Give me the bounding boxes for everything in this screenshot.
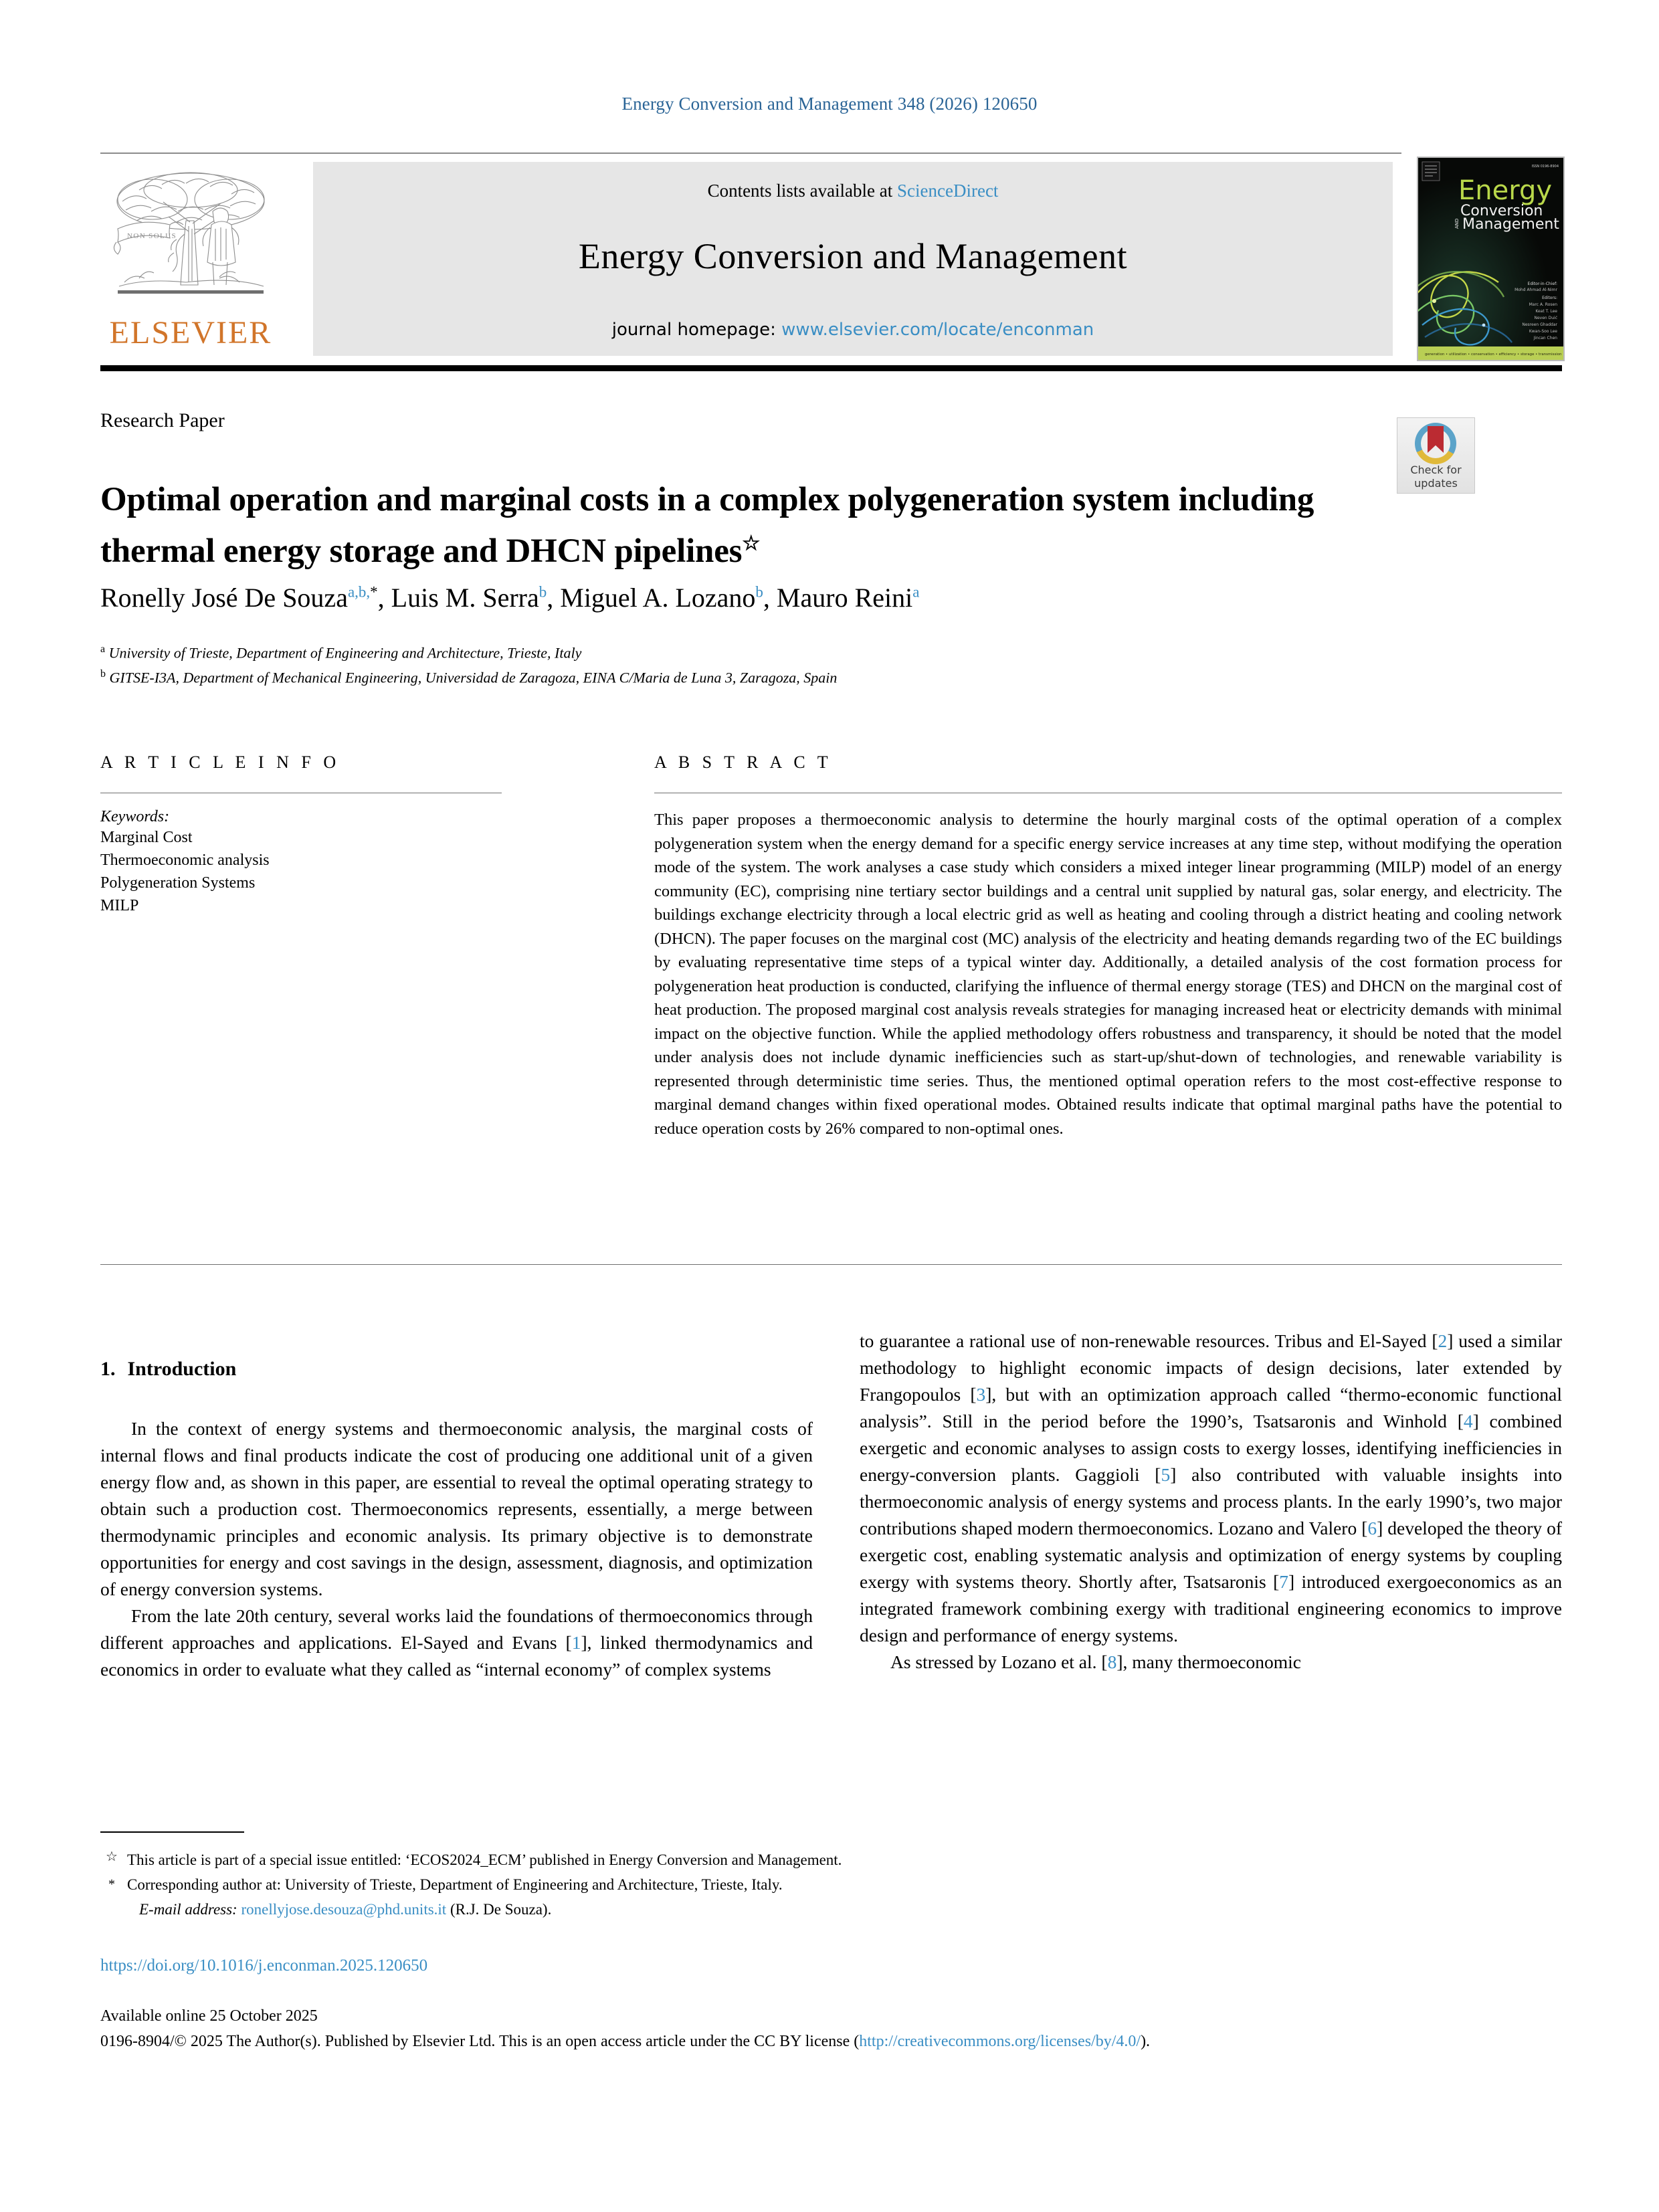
crossmark-label xyxy=(1397,464,1474,490)
citation-ref-4[interactable]: 4 xyxy=(1463,1411,1473,1431)
masthead-top-rule xyxy=(100,153,1401,154)
affiliation-mark: b xyxy=(100,668,106,680)
journal-masthead xyxy=(100,153,1562,367)
copyright-line xyxy=(100,2029,1572,2054)
page-title xyxy=(100,478,1378,573)
footnote-star-mark: ☆ xyxy=(106,1849,118,1864)
email-link[interactable]: ronellyjose.desouza@phd.units.it xyxy=(241,1901,447,1918)
intro-p3-part-c: ], but with an optimization approach called “thermo-economic functional analysis”. Still in the period before the 1990’s, Tsatsaronis and Winhold [ xyxy=(860,1384,1562,1431)
abstract-text: This paper proposes a thermoeconomic analysis to determine the hourly marginal costs of the optimal operation of a complex polygeneration system when the energy demand for a specific energy service increases at any time step, without modifying the operation mode of the system. The work analyses a case study which considers a mixed integer linear programming (MILP) model of an energy community (EC), comprising nine tertiary sector buildings and a central unit supplied by natural gas, solar energy, and electricity. The buildings exchange electricity through a local electric grid as well as heating and cooling through a district heating and cooling network (DHCN). The paper focuses on the marginal cost (MC) analysis of the electricity and heating demands regarding two of the EC buildings by evaluating representative time steps of a typical winter day. Additionally, a detailed analysis of the cost formation process for polygeneration heat production is conducted, clarifying the influence of thermal energy storage (TES) and DHCN on the marginal cost of heat production. The proposed marginal cost analysis reveals strategies for managing increased heat or electricity demands with minimal impact on the objective function. While the applied methodology offers robustness and transparency, it should be noted that the model under analysis does not include dynamic inefficiencies such as start-up/shut-down of technologies, and renewable variability is represented through deterministic time series. Thus, the mentioned optimal operation refers to the most cost-effective response to marginal demand changes within fixed operational modes. Obtained results indicate that optimal marginal paths have the potential to reduce operation costs by 26% compared to non-optimal ones. xyxy=(654,811,1562,1138)
running-head: Energy Conversion and Management 348 (2026) 120650 xyxy=(621,94,1038,114)
article-info-heading: A R T I C L E I N F O xyxy=(100,752,340,772)
keyword-item: Polygeneration Systems xyxy=(100,874,256,892)
journal-homepage-line xyxy=(313,320,1393,340)
affiliation-text: University of Trieste, Department of Engineering and Architecture, Trieste, Italy xyxy=(108,644,582,662)
intro-p2-part-b: ], linked thermodynamics and economics in order to evaluate what they called as “internal economy” of complex systems xyxy=(100,1632,813,1680)
intro-p3-part-f: ] developed the theory of exergetic cost, enabling systematic analysis and optimization of energy systems by coupling exergy with systems theory. Shortly after, Tsatsaronis [ xyxy=(860,1518,1562,1592)
crossmark-label-line2: updates xyxy=(1414,477,1458,490)
svg-text:Kwan-Soo Lee: Kwan-Soo Lee xyxy=(1529,329,1557,334)
footnote-email-line xyxy=(100,1897,1371,1922)
footnote-special-issue-text: This article is part of a special issue entitled: ‘ECOS2024_ECM’ published in Energy Conversion and Management. xyxy=(127,1851,842,1868)
body-column-right xyxy=(860,1328,1562,1676)
svg-text:Editor-in-Chief:: Editor-in-Chief: xyxy=(1527,282,1557,286)
svg-text:Editors:: Editors: xyxy=(1542,296,1557,300)
citation-ref-6[interactable]: 6 xyxy=(1367,1518,1377,1538)
svg-text:Neven Duić: Neven Duić xyxy=(1534,316,1557,320)
affiliation-item xyxy=(100,639,1405,664)
section-title: Introduction xyxy=(127,1358,237,1380)
footnote-special-issue xyxy=(100,1847,1371,1872)
author-name: Miguel A. Lozano xyxy=(560,583,756,613)
citation-ref-2[interactable]: 2 xyxy=(1438,1330,1448,1351)
article-type: Research Paper xyxy=(100,409,225,431)
citation-ref-8[interactable]: 8 xyxy=(1107,1651,1117,1672)
sciencedirect-link[interactable]: ScienceDirect xyxy=(897,181,999,201)
title-footnote-mark[interactable]: ☆ xyxy=(742,532,761,555)
author-name: Mauro Reini xyxy=(776,583,913,613)
copyright-suffix: ). xyxy=(1141,2033,1151,2050)
footnote-asterisk-mark: * xyxy=(108,1877,115,1892)
footnote-corresponding-text: Corresponding author at: University of Trieste, Department of Engineering and Architecture, Trieste, Italy. xyxy=(127,1876,783,1893)
intro-p4-part-a: As stressed by Lozano et al. [ xyxy=(890,1651,1108,1672)
citation-ref-1[interactable]: 1 xyxy=(571,1632,581,1653)
svg-text:Energy: Energy xyxy=(1458,175,1553,206)
elsevier-wordmark: ELSEVIER xyxy=(109,315,272,350)
elsevier-tree-icon xyxy=(112,165,270,305)
intro-p3-part-d: ] combined exergetic and economic analyses to assign costs to exergy losses, identifying inefficiencies in energy-conversion plants. Gaggioli [ xyxy=(860,1411,1562,1485)
license-link[interactable]: http://creativecommons.org/licenses/by/4.0/ xyxy=(859,2033,1141,2050)
doi-link-wrapper[interactable] xyxy=(100,1956,427,1975)
abstract-bottom-rule xyxy=(100,1264,1562,1265)
author-affil-mark[interactable]: a xyxy=(912,583,920,601)
available-online: Available online 25 October 2025 xyxy=(100,2007,318,2025)
homepage-prefix: journal homepage: xyxy=(611,320,782,340)
svg-text:NON SOLUS: NON SOLUS xyxy=(127,232,177,240)
citation-ref-3[interactable]: 3 xyxy=(976,1384,986,1405)
intro-p3-part-a: to guarantee a rational use of non-renewable resources. Tribus and El-Sayed [ xyxy=(860,1330,1438,1351)
author-affil-mark[interactable]: b xyxy=(755,583,763,601)
intro-paragraph-4 xyxy=(860,1649,1562,1676)
keyword-item: MILP xyxy=(100,897,139,914)
svg-text:Keat T. Lee: Keat T. Lee xyxy=(1535,309,1557,314)
masthead-panel xyxy=(313,162,1393,356)
contents-line xyxy=(313,181,1393,201)
svg-text:ISSN 0196-8904: ISSN 0196-8904 xyxy=(1531,165,1559,169)
intro-p2-part-a: From the late 20th century, several works laid the foundations of thermoeconomics through different approaches and applications. El-Sayed and Evans [ xyxy=(100,1605,813,1653)
keywords-label: Keywords: xyxy=(100,808,170,825)
affiliation-list xyxy=(100,639,1405,689)
journal-title: Energy Conversion and Management xyxy=(578,236,1128,276)
svg-text:Nesreen Ghaddar: Nesreen Ghaddar xyxy=(1522,322,1557,327)
email-owner: (R.J. De Souza). xyxy=(450,1901,552,1918)
abstract-heading: A B S T R A C T xyxy=(654,752,832,772)
intro-p3-part-e: ] also contributed with valuable insights into thermoeconomic analysis of energy systems and process plants. In the early 1990’s, two major contributions shaped modern thermoeconomics. Lozano and Valero [ xyxy=(860,1464,1562,1538)
svg-text:generation • utilization • con: generation • utilization • conservation • efficiency • storage • transmission xyxy=(1425,353,1562,357)
svg-text:Conversion: Conversion xyxy=(1460,203,1543,219)
body-column-left xyxy=(100,1358,813,1683)
abstract-column xyxy=(654,752,1562,1140)
keyword-item: Marginal Cost xyxy=(100,829,193,846)
footnote-corresponding-author xyxy=(100,1872,1371,1897)
email-label: E-mail address: xyxy=(139,1901,237,1918)
affiliation-item xyxy=(100,664,1405,688)
author-affil-mark[interactable]: a,b, xyxy=(347,583,371,601)
title-line-2: including thermal energy storage and DHCN pipelines xyxy=(100,481,1314,571)
svg-text:AND: AND xyxy=(1454,218,1460,229)
copyright-prefix: 0196-8904/© 2025 The Author(s). Published by Elsevier Ltd. This is an open access article under the CC BY license ( xyxy=(100,2033,860,2050)
intro-paragraph-3 xyxy=(860,1328,1562,1649)
section-heading-introduction xyxy=(100,1358,813,1381)
intro-p3-part-g: ] introduced exergoeconomics as an integrated framework combining exergy with traditional engineering economics to improve design and performance of energy systems. xyxy=(860,1571,1562,1645)
svg-text:Mohd Ahmad Al-Nimr: Mohd Ahmad Al-Nimr xyxy=(1515,288,1557,292)
intro-p3-part-b: ] used a similar methodology to highlight economic impacts of design decisions, later extended by Frangopoulos [ xyxy=(860,1330,1562,1405)
svg-text:Marc A. Rosen: Marc A. Rosen xyxy=(1529,302,1557,307)
author-name: Ronelly José De Souza xyxy=(100,583,348,613)
keyword-item: Thermoeconomic analysis xyxy=(100,851,270,869)
elsevier-logo xyxy=(100,162,281,356)
intro-paragraph-2 xyxy=(100,1603,813,1683)
journal-homepage-link[interactable]: www.elsevier.com/locate/enconman xyxy=(781,320,1094,340)
corresponding-author-mark[interactable]: * xyxy=(370,583,378,601)
article-info-column xyxy=(100,752,502,917)
citation-ref-7[interactable]: 7 xyxy=(1279,1571,1289,1592)
svg-text:Management: Management xyxy=(1462,216,1559,233)
journal-cover-thumbnail xyxy=(1417,157,1565,361)
citation-ref-5[interactable]: 5 xyxy=(1161,1464,1171,1485)
title-line-1: Optimal operation and marginal costs in a complex polygeneration system xyxy=(100,481,1171,519)
author-affil-mark[interactable]: b xyxy=(539,583,547,601)
crossmark-badge[interactable] xyxy=(1397,417,1475,494)
crossmark-label-line1: Check for xyxy=(1410,464,1462,476)
intro-paragraph-1: In the context of energy systems and thermoeconomic analysis, the marginal costs of internal flows and final products indicate the cost of producing one additional unit of a given energy flow and, as shown in this paper, are essential to reveal the optimal operating strategy to obtain such a production cost. Thermoeconomics represents, essentially, a merge between thermodynamic principles and economic analysis. Its primary objective is to demonstrate opportunities for energy and cost savings in the design, assessment, diagnosis, and optimization of energy conversion systems. xyxy=(100,1418,813,1599)
contents-prefix: Contents lists available at xyxy=(707,181,898,201)
section-number: 1. xyxy=(100,1358,116,1380)
masthead-bottom-rule xyxy=(100,365,1562,371)
affiliation-mark: a xyxy=(100,643,106,655)
doi-link[interactable]: https://doi.org/10.1016/j.enconman.2025.120650 xyxy=(100,1956,428,1975)
intro-p4-part-b: ], many thermoeconomic xyxy=(1116,1651,1301,1672)
author-name: Luis M. Serra xyxy=(391,583,539,613)
svg-text:Jincan Chen: Jincan Chen xyxy=(1533,336,1557,340)
journal-cover-image xyxy=(1418,158,1563,360)
footnote-rule xyxy=(100,1831,244,1833)
affiliation-text: GITSE-I3A, Department of Mechanical Engineering, Universidad de Zaragoza, EINA C/Maria de Luna 3, Zaragoza, Spain xyxy=(109,669,838,686)
footnote-block xyxy=(100,1847,1371,1922)
keywords-list xyxy=(100,826,502,917)
author-list: Ronelly José De Souza$^{a,b,*}$, Luis M. Serra$^b$, Miguel A. Lozano$^b$, Mauro Reini$^a$ xyxy=(100,583,920,613)
